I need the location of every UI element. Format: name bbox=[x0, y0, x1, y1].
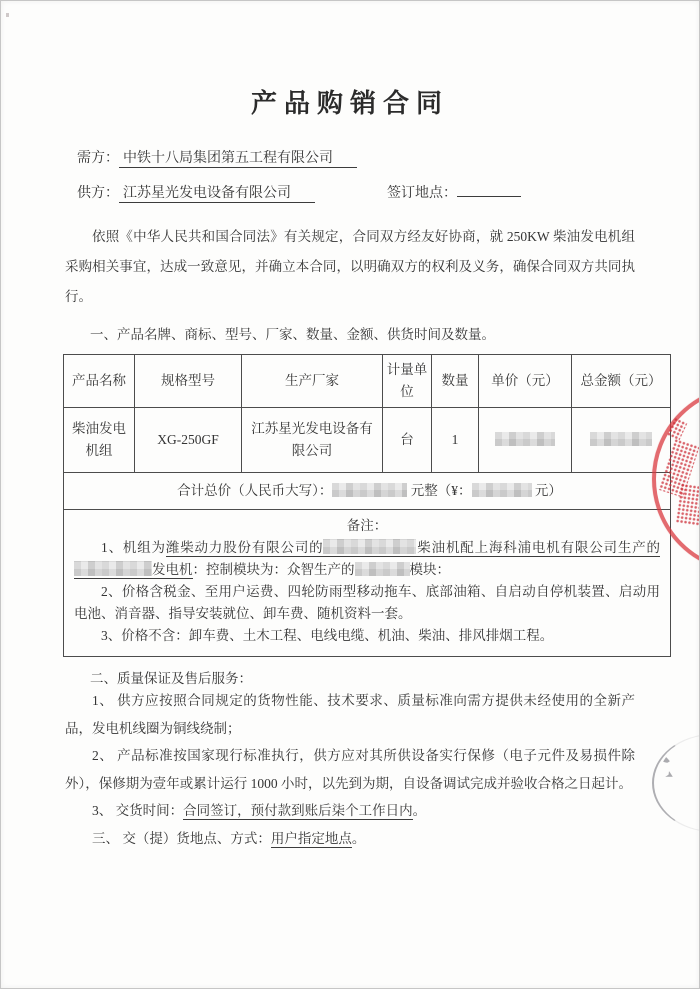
header-total-amount: 总金额（元） bbox=[572, 355, 671, 408]
product-table bbox=[63, 354, 671, 657]
header-quantity: 数量 bbox=[432, 355, 479, 408]
redacted-total-capital-mosaic bbox=[332, 483, 407, 497]
section2-heading: 二、质量保证及售后服务： bbox=[90, 671, 252, 686]
seller-label: 供方： bbox=[77, 186, 119, 201]
total-price-end: 元） bbox=[534, 483, 562, 498]
section1-heading: 一、产品名牌、商标、型号、厂家、数量、金额、供货时间及数量。 bbox=[90, 327, 495, 342]
redacted-module-model-mosaic bbox=[355, 562, 410, 576]
total-price-label: 合计总价（人民币大写）： bbox=[177, 483, 333, 498]
redacted-unit-price-mosaic bbox=[495, 432, 555, 446]
seal-text-blur bbox=[675, 483, 700, 527]
header-unit: 计量单位 bbox=[383, 355, 432, 408]
section2-paragraph-2: 2、 产品标准按国家现行标准执行，供方应对其所供设备实行保修（电子元件及易损件除外），保修期为壹年或累计运行 1000 小时，以先到为期，自设备调试完成并验收合格之日起计。 bbox=[65, 748, 635, 791]
buyer-line bbox=[63, 147, 637, 167]
note-3: 3、价格不含：卸车费、土木工程、电线电缆、机油、柴油、排风排烟工程。 bbox=[101, 628, 554, 643]
delivery-time-line bbox=[65, 797, 635, 825]
page-title: 产品购销合同 bbox=[250, 89, 449, 118]
total-price-row bbox=[64, 473, 671, 510]
delivery-place-period: 。 bbox=[351, 830, 366, 846]
cell-unit: 台 bbox=[383, 408, 432, 473]
redacted-total-number-mosaic bbox=[472, 483, 532, 497]
cell-product-name: 柴油发电机组 bbox=[64, 408, 135, 473]
section2-paragraph-1: 1、 供方应按照合同规定的货物性能、技术要求、质量标准向需方提供未经使用的全新产品，发电机线圈为铜线绕制； bbox=[65, 693, 635, 736]
header-model: 规格型号 bbox=[135, 355, 242, 408]
header-unit-price: 单价（元） bbox=[479, 355, 572, 408]
buyer-label: 需方： bbox=[77, 151, 119, 166]
delivery-time-value: 合同签订，预付款到账后柒个工作日内 bbox=[183, 803, 413, 818]
cell-model: XG-250GF bbox=[135, 408, 242, 473]
note1-engine-suffix: 柴油机配 bbox=[416, 540, 475, 555]
note1-prefix: 1、机组为 bbox=[101, 540, 166, 555]
delivery-time-label: 3、 交货时间： bbox=[92, 803, 184, 818]
notes-cell bbox=[64, 510, 671, 657]
note1-end: 模块： bbox=[409, 562, 450, 577]
note1-alternator-maker: 上海科浦电机有限公司 bbox=[474, 540, 618, 555]
sign-place-blank bbox=[457, 183, 521, 197]
redacted-engine-model-mosaic bbox=[323, 539, 416, 554]
note1-mid: ：控制模块为：众智生产的 bbox=[192, 562, 355, 577]
note1-engine-maker: 潍柴动力股份有限公司的 bbox=[165, 540, 324, 555]
header-manufacturer: 生产厂家 bbox=[242, 355, 383, 408]
buyer-name: 中铁十八局集团第五工程有限公司 bbox=[119, 151, 357, 168]
total-price-cell bbox=[64, 473, 671, 510]
cell-manufacturer: 江苏星光发电设备有限公司 bbox=[242, 408, 383, 473]
delivery-time-period: 。 bbox=[412, 803, 427, 818]
faint-seal-arc bbox=[652, 734, 700, 832]
total-price-mid: 元整（¥： bbox=[410, 483, 472, 498]
notes-label: 备注： bbox=[346, 518, 388, 533]
delivery-place-label: 三、 交（提）货地点、方式： bbox=[92, 830, 271, 846]
note-1 bbox=[74, 537, 660, 581]
table-header-row bbox=[64, 355, 671, 408]
contract-content bbox=[63, 83, 662, 852]
scan-artifact-speck bbox=[6, 13, 9, 17]
note-2: 2、价格含税金、至用户运费、四轮防雨型移动拖车、底部油箱、自启动自停机装置、启动用电池、消音器、指导安装就位、卸车费、随机资料一套。 bbox=[74, 584, 660, 621]
note1-alternator-word: 发电机 bbox=[152, 562, 193, 577]
note1-produced-by: 生产的 bbox=[617, 540, 661, 555]
sign-place bbox=[387, 182, 521, 202]
seller-name: 江苏星光发电设备有限公司 bbox=[119, 186, 315, 203]
header-product-name: 产品名称 bbox=[64, 355, 135, 408]
sign-place-label: 签订地点： bbox=[387, 186, 457, 201]
seller-line bbox=[63, 182, 637, 202]
cell-quantity: 1 bbox=[432, 408, 479, 473]
redacted-total-amount-mosaic bbox=[590, 432, 652, 446]
intro-paragraph: 依照《中华人民共和国合同法》有关规定，合同双方经友好协商，就 250KW 柴油发电机组采购相关事宜，达成一致意见，并确立本合同，以明确双方的权利及义务，确保合同双方共同执行。 bbox=[65, 229, 635, 304]
notes-row bbox=[64, 510, 671, 657]
table-row bbox=[64, 408, 671, 473]
delivery-place-value: 用户指定地点 bbox=[270, 830, 352, 846]
redacted-alternator-model-mosaic bbox=[74, 561, 152, 576]
cell-unit-price bbox=[479, 408, 572, 473]
delivery-place-line bbox=[65, 825, 635, 853]
